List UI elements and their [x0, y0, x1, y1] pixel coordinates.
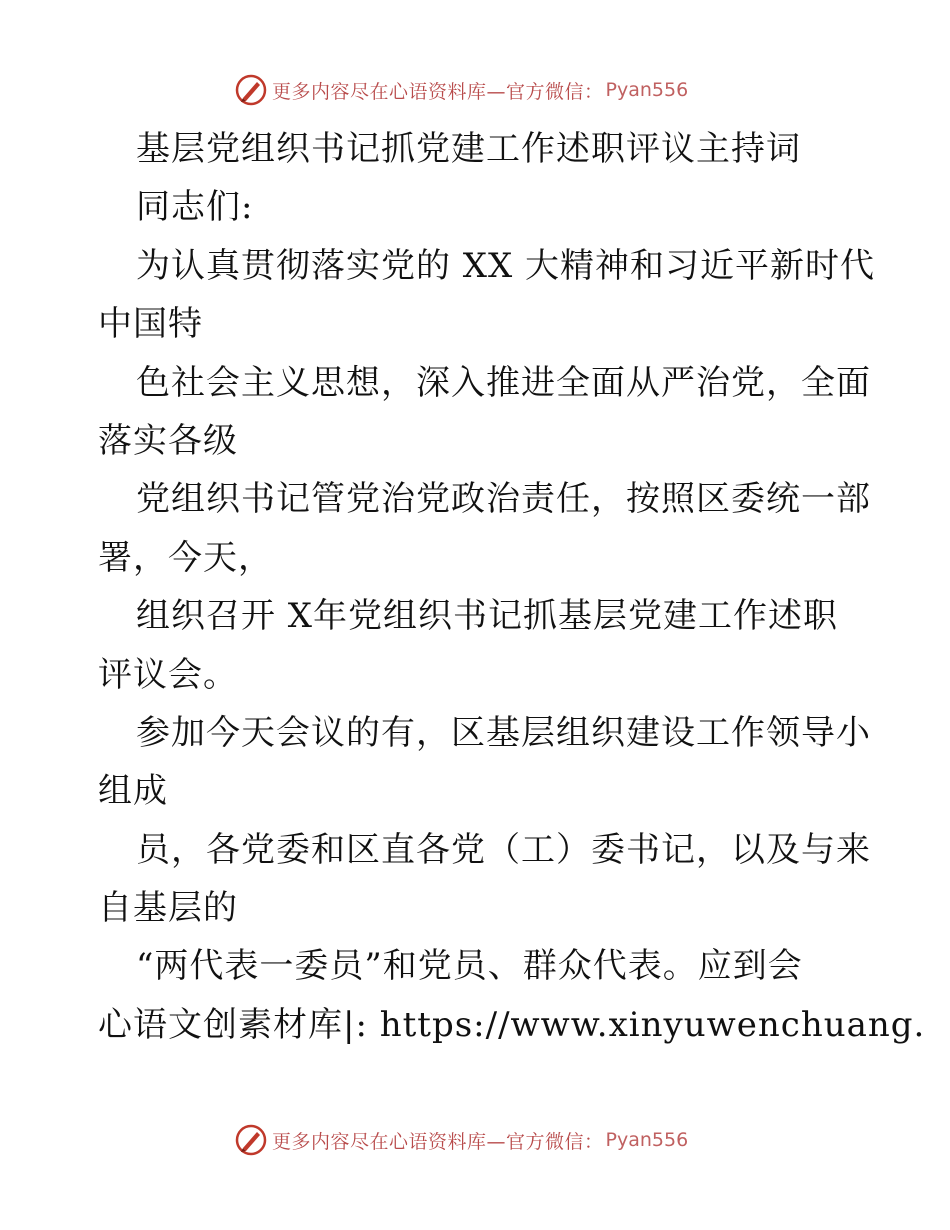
doc-line: 组成	[98, 771, 168, 812]
doc-line: 评议会。	[98, 654, 238, 695]
doc-title: 基层党组织书记抓党建工作述职评议主持词	[136, 129, 801, 169]
doc-line: 落实各级	[98, 420, 238, 461]
pen-logo-icon	[234, 1123, 268, 1157]
banner-text: 更多内容尽在心语资料库—官方微信：	[272, 1130, 604, 1153]
doc-line: 参加今天会议的有，区基层组织建设工作领导小	[136, 712, 871, 753]
doc-line: 为认真贯彻落实党的 XX 大精神和习近平新时代	[136, 245, 876, 286]
doc-line: “两代表一委员”和党员、群众代表。应到会	[136, 946, 803, 987]
footer-banner	[234, 1122, 688, 1158]
doc-source-line: 心语文创素材库|: https://www.xinyuwenchuang.	[98, 1004, 926, 1045]
pen-logo-icon	[234, 73, 268, 107]
doc-line: 党组织书记管党治党政治责任，按照区委统一部	[136, 479, 871, 520]
doc-line: 员，各党委和区直各党（工）委书记，以及与来	[136, 829, 871, 870]
banner-wechat-id: Pyan556	[605, 1129, 689, 1151]
doc-line: 中国特	[98, 304, 203, 345]
doc-line: 署，今天，	[98, 537, 273, 578]
doc-line: 自基层的	[98, 888, 238, 929]
banner-wechat-id: Pyan556	[605, 79, 689, 101]
doc-line: 同志们:	[136, 187, 254, 228]
doc-line: 组织召开 X年党组织书记抓基层党建工作述职	[136, 596, 839, 637]
doc-line: 色社会主义思想，深入推进全面从严治党，全面	[136, 362, 871, 403]
banner-text: 更多内容尽在心语资料库—官方微信：	[272, 80, 604, 103]
document-body	[98, 120, 926, 1054]
header-banner	[234, 72, 688, 108]
